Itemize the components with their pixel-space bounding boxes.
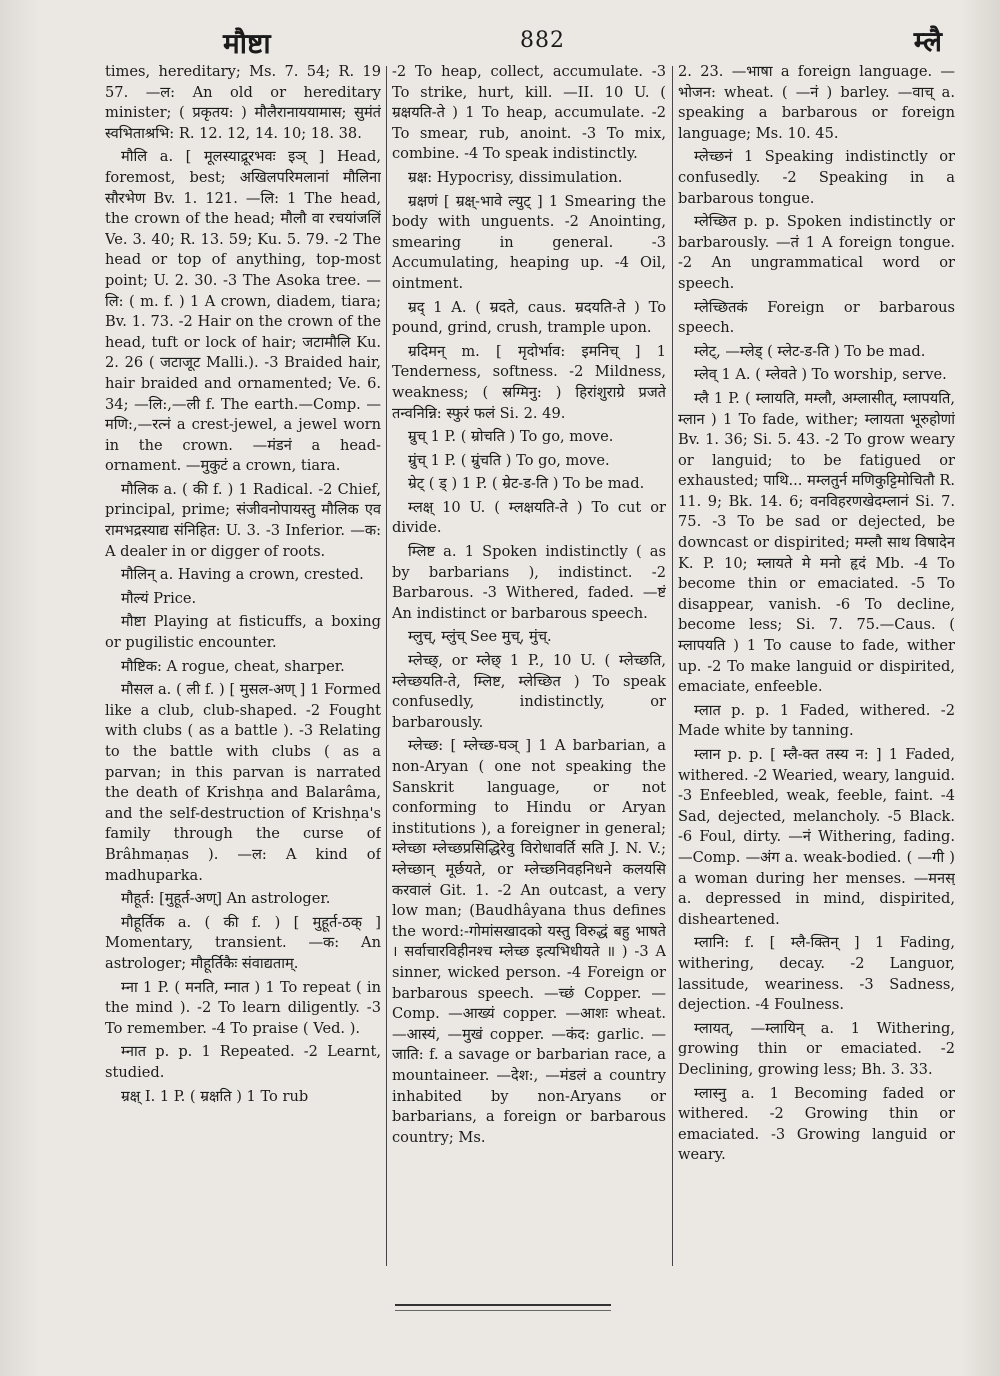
dictionary-entry: मौल्यं Price. <box>121 589 197 607</box>
dictionary-entry: म्लेच्छ: [ म्लेच्छ-घञ् ] 1 A barbarian, a non-Aryan ( one not speaking the Sanskrit language, or not conforming to Hindu or Aryan institutions ), a foreigner in general; म्लेच्छा म्लेच्छप्रसिद्धिरेवु विरोधावर्ति सति J. N. V.; म्लेच्छान् मूर्छयते, or म्लेच्छनिवहनिधने कलयसि करवालं Git. 1. -2 An outcast, a very low man; (Baudhâyana thus defines the word:-गोमांसखादको यस्तु विरुद्धं बहु भाषते । सर्वाचारविहीनश्च म्लेच्छ इत्यभिधीयते ॥ ) -3 A sinner, wicked person. -4 Foreign or barbarous speech. —च्छं Copper. —Comp. —आख्यं copper. —आशः wheat. —आस्यं, —मुखं copper. —कंद: garlic. —जाति: f. a savage or barbarian race, a mountaineer. —देश:, —मंडलं a country inhabited by non-Aryans or barbarians, a foreign or barbarous country; Ms. <box>392 737 666 1146</box>
dictionary-entry: म्रुच् 1 P. ( म्रोचति ) To go, move. <box>408 428 614 446</box>
column-divider <box>386 66 387 1266</box>
page-number: 882 <box>520 28 565 53</box>
dictionary-entry: म्रक्ष् I. 1 P. ( म्रक्षति ) 1 To rub <box>121 1087 309 1105</box>
right-running-headword: म्लै <box>913 25 942 58</box>
dictionary-entry: times, hereditary; Ms. 7. 54; R. 19 57. —ल: An old or hereditary minister; ( प्रकृतय: ) मौलैरानाययामास; सुमंतं स्वभिताश्रभि: R. 12. 12, 14. 10; 18. 38. <box>105 63 381 142</box>
dictionary-entry: म्लायत्, —म्लायिन् a. 1 Withering, growing thin or emaciated. -2 Declining, growing less; Bh. 3. 33. <box>678 1019 955 1078</box>
dictionary-entry: म्लान p. p. [ म्लै-क्त तस्य न: ] 1 Faded, withered. -2 Wearied, weary, languid. -3 Enfeebled, weak, feeble, faint. -4 Sad, dejected, melancholy. -5 Black. -6 Foul, dirty. —नं Withering, fading. —Comp. —अंग a. weak-bodied. ( —गी ) a woman during her menses. —मनस् a. depressed in mind, dispirited, disheartened. <box>678 746 955 928</box>
dictionary-entry: म्लेव् 1 A. ( म्लेवते ) To worship, serve. <box>694 366 947 384</box>
dictionary-entry: म्नात p. p. 1 Repeated. -2 Learnt, studied. <box>105 1043 381 1081</box>
dictionary-entry: -2 To heap, collect, accumulate. -3 To strike, hurt, kill. —II. 10 U. ( म्रक्षयति-ते ) 1 To heap, accumulate. -2 To smear, rub, anoint. -3 To mix, combine. -4 To speak indistinctly. <box>392 63 666 163</box>
column-1 <box>105 62 381 1267</box>
dictionary-entry: मौलिन् a. Having a crown, crested. <box>121 566 364 584</box>
dictionary-entry: म्लक्ष् 10 U. ( म्लक्षयति-ते ) To cut or divide. <box>392 498 666 537</box>
dictionary-entry: म्रक्षणं [ म्रक्ष्-भावे ल्युट् ] 1 Smearing the body with unguents. -2 Anointing, smearing in general. -3 Accumulating, heaping up. -4 Oil, ointment. <box>392 192 666 292</box>
column-2 <box>392 62 666 1267</box>
dictionary-entry: म्ना 1 P. ( मनति, म्नात ) 1 To repeat ( in the mind ). -2 To learn diligently. -3 To remember. -4 To praise ( Ved. ). <box>105 978 381 1037</box>
dictionary-entry: म्लेच्छ्, or म्लेछ् 1 P., 10 U. ( म्लेच्छति, म्लेच्छयति-ते, म्लिष्ट, म्लेच्छित ) To speak confusedly, indistinctly, or barbarously. <box>392 652 666 731</box>
dictionary-entry: 2. 23. —भाषा a foreign language. —भोजन: wheat. ( —नं ) barley. —वाच् a. speaking a barbarous or foreign language; Ms. 10. 45. <box>678 63 955 142</box>
dictionary-entry: मौष्टिक: A rogue, cheat, sharper. <box>121 657 345 675</box>
dictionary-entry: म्लास्नु a. 1 Becoming faded or withered. -2 Growing thin or emaciated. -3 Growing languid or weary. <box>678 1084 955 1164</box>
page-header <box>105 22 952 62</box>
column-3 <box>678 62 955 1267</box>
dictionary-entry: म्रद् 1 A. ( म्रदते, caus. म्रदयति-ते ) To pound, grind, crush, trample upon. <box>392 298 666 337</box>
dictionary-entry: म्लुच्, म्लुंच् See मुच्, मुंच्. <box>408 628 552 646</box>
dictionary-entry: म्लै 1 P. ( म्लायति, मम्लौ, अम्लासीत्, म्लापयति, म्लान ) 1 To fade, wither; म्लायता भूरुहोणां Bv. 1. 36; Si. 5. 43. -2 To grow weary or languid; to be fatigued or exhausted; पाथि... मम्लतुर्न मणिकुट्टिमोचितौ R. 11. 9; Bk. 14. 6; वनविहरणखेदम्लानं Si. 7. 75. -3 To be sad or dejected, be downcast or dispirited; मम्लौ साथ विषादेन K. P. 10; म्लायते मे मनो हृदं Mb. -4 To become thin or emaciated. -5 To disappear, vanish. -6 To decline, become less; Si. 7. 75.—Caus. ( म्लापयति ) 1 To cause to fade, wither up. -2 To make languid or dispirited, emaciate, enfeeble. <box>678 389 955 696</box>
dictionary-entry: म्रुंच् 1 P. ( म्रुंचति ) To go, move. <box>408 451 610 469</box>
dictionary-entry: म्रदिमन् m. [ मृदोर्भाव: इमनिच् ] 1 Tenderness, softness. -2 Mildness, weakness; ( स्रग्मिनु: ) हिरांशुराग्रे प्रजते तन्वनिन्नि: स्फुरं फलं Si. 2. 49. <box>392 342 666 422</box>
dictionary-entry: मौहूर्तिक a. ( की f. ) [ मुहूर्त-ठक् ] Momentary, transient. —क: An astrologer; मौहूर्तिकैः संवाद्यताम्. <box>105 913 381 972</box>
dictionary-entry: म्लेट्, —म्लेड् ( म्लेट-ड-ति ) To be mad. <box>694 342 926 360</box>
dictionary-entry: म्लानि: f. [ म्लै-क्तिन् ] 1 Fading, withering, decay. -2 Languor, lassitude, weariness. -3 Sadness, dejection. -4 Foulness. <box>678 934 955 1014</box>
dictionary-entry: म्लिष्ट a. 1 Spoken indistinctly ( as by barbarians ), indistinct. -2 Barbarous. -3 Withered, faded. —ष्टं An indistinct or barbarous speech. <box>392 543 666 622</box>
dictionary-entry: म्लेच्छित p. p. Spoken indistinctly or barbarously. —तं 1 A foreign tongue. -2 An ungrammatical word or speech. <box>678 213 955 292</box>
dictionary-entry: म्लेच्छितकं Foreign or barbarous speech. <box>678 298 955 337</box>
dictionary-entry: मौसल a. ( ली f. ) [ मुसल-अण् ] 1 Formed like a club, club-shaped. -2 Fought with clubs ( as a battle ). -3 Relating to the battle with clubs ( as a parvan; in this parvan is narrated the death of Krishṇa and Balarâma, and the self-destruction of Krishṇa's family through the curse of Brâhmaṇas ). —ल: A kind of madhuparka. <box>105 681 381 884</box>
dictionary-entry: मौहूर्त: [मुहूर्त-अण्] An astrologer. <box>121 890 331 908</box>
dictionary-entry: मौलिक a. ( की f. ) 1 Radical. -2 Chief, principal, prime; संजीवनोपायस्तु मौलिक एव रामभद्रस्याद्य संनिहित: U. 3. -3 Inferior. —क: A dealer in or digger of roots. <box>105 480 381 560</box>
text-columns <box>105 62 955 1292</box>
dictionary-entry: मौष्टा Playing at fisticuffs, a boxing or pugilistic encounter. <box>105 613 381 652</box>
dictionary-entry: म्लेच्छनं 1 Speaking indistinctly or confusedly. -2 Speaking in a barbarous tongue. <box>678 148 955 207</box>
dictionary-entry: म्लात p. p. 1 Faded, withered. -2 Made white by tanning. <box>678 701 955 740</box>
dictionary-entry: मौलि a. [ मूलस्याद्रूरभवः इञ् ] Head, foremost, best; अखिलपरिमलानां मौलिना सौरभेण Bv. 1. 121. —लि: 1 The head, the crown of the head; मौलौ वा रचयांजलिं Ve. 3. 40; R. 13. 59; Ku. 5. 79. -2 The head or top of anything, top-most point; U. 2. 30. -3 The Asoka tree. —लि: ( m. f. ) 1 A crown, diadem, tiara; Bv. 1. 73. -2 Hair on the crown of the head, tuft or lock of hair; जटामौलि Ku. 2. 26 ( जटाजूट Malli.). -3 Braided hair, hair braided and ornamented; Ve. 6. 34; —लि:,—ली f. The earth.—Comp. —मणि:,—रत्नं a crest-jewel, a jewel worn in the crown. —मंडनं a head-ornament. —मुकुटं a crown, tiara. <box>105 148 381 475</box>
column-divider <box>672 66 673 1266</box>
dictionary-entry: म्रेट् ( ड् ) 1 P. ( म्रेट-ड-ति ) To be mad. <box>408 475 645 493</box>
footer-ornament-rule <box>395 1304 611 1311</box>
dictionary-entry: म्रक्ष: Hypocrisy, dissimulation. <box>408 168 623 186</box>
left-running-headword: मौष्टा <box>223 27 271 60</box>
